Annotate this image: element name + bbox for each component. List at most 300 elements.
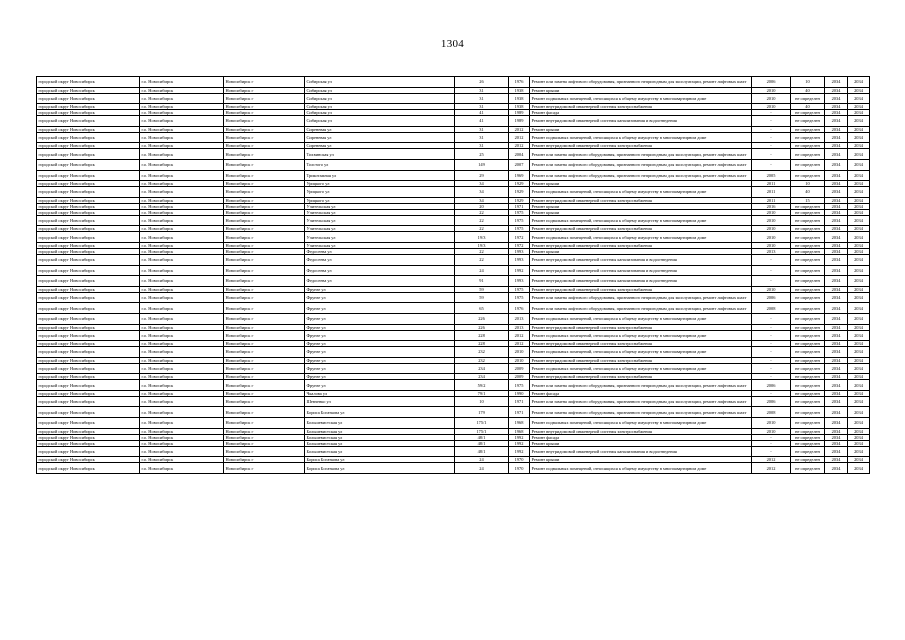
plan-end-year-cell: 2034: [848, 126, 870, 132]
settlement-cell: г.о. Новосибирск: [140, 341, 224, 347]
city-cell: Новосибирск г: [224, 347, 305, 358]
plan-end-year-cell: 2034: [848, 313, 870, 324]
plan-start-year-cell: 2034: [825, 341, 848, 347]
street-cell: Урицкого ул: [305, 181, 455, 187]
last-repair-year-cell: -: [752, 132, 791, 143]
work-type-cell: Ремонт крыши: [530, 181, 752, 187]
settlement-cell: г.о. Новосибирск: [140, 242, 224, 248]
last-repair-year-cell: -: [752, 440, 791, 446]
page-number: 1304: [440, 38, 465, 50]
plan-start-year-cell: 2034: [825, 149, 848, 160]
house-number-cell: 24: [455, 457, 509, 463]
plan-start-year-cell: 2034: [825, 226, 848, 232]
work-type-cell: Ремонт внутридомовой инженерной системы канализования и водоотведения: [530, 254, 752, 265]
house-number-cell: 10: [455, 396, 509, 407]
table-row: [37, 93, 870, 104]
house-number-cell: 22: [455, 209, 509, 215]
plan-start-year-cell: 2034: [825, 181, 848, 187]
city-cell: Новосибирск г: [224, 407, 305, 418]
plan-start-year-cell: 2034: [825, 143, 848, 149]
municipality-cell: городской округ Новосибирск: [37, 303, 140, 314]
settlement-cell: г.о. Новосибирск: [140, 324, 224, 330]
street-cell: Урицкого ул: [305, 197, 455, 203]
house-number-cell: 24: [455, 265, 509, 276]
municipality-cell: городской округ Новосибирск: [37, 203, 140, 209]
settlement-cell: г.о. Новосибирск: [140, 116, 224, 127]
house-number-cell: 149: [455, 159, 509, 170]
plan-start-year-cell: 2034: [825, 209, 848, 215]
work-type-cell: Ремонт фасада: [530, 434, 752, 440]
work-type-cell: Ремонт подвальных помещений, относящихся к общему имуществу в многоквартирном доме: [530, 187, 752, 198]
house-number-cell: 41: [455, 116, 509, 127]
settlement-cell: г.о. Новосибирск: [140, 170, 224, 181]
plan-end-year-cell: 2034: [848, 463, 870, 474]
build-year-cell: 2007: [509, 159, 530, 170]
work-type-cell: Ремонт внутридомовой инженерной системы электроснабжения: [530, 197, 752, 203]
wear-percent-cell: не определен: [791, 440, 825, 446]
build-year-cell: 2012: [509, 330, 530, 341]
settlement-cell: г.о. Новосибирск: [140, 313, 224, 324]
work-type-cell: Ремонт или замена лифтового оборудования, признанного непригодным для эксплуатации, ремонт лифтовых шахт: [530, 159, 752, 170]
house-number-cell: 31: [455, 126, 509, 132]
street-cell: Сибирская ул: [305, 93, 455, 104]
plan-start-year-cell: 2034: [825, 276, 848, 287]
plan-start-year-cell: 2034: [825, 418, 848, 429]
work-type-cell: Ремонт внутридомовой инженерной системы электроснабжения: [530, 428, 752, 434]
house-number-cell: 59/2: [455, 380, 509, 391]
plan-start-year-cell: 2034: [825, 407, 848, 418]
house-number-cell: 34: [455, 187, 509, 198]
build-year-cell: 1975: [509, 286, 530, 292]
wear-percent-cell: не определен: [791, 396, 825, 407]
table-row: [37, 330, 870, 341]
wear-percent-cell: не определен: [791, 242, 825, 248]
build-year-cell: 1992: [509, 440, 530, 446]
plan-end-year-cell: 2034: [848, 93, 870, 104]
house-number-cell: 34: [455, 197, 509, 203]
wear-percent-cell: не определен: [791, 380, 825, 391]
plan-end-year-cell: 2034: [848, 418, 870, 429]
settlement-cell: г.о. Новосибирск: [140, 93, 224, 104]
city-cell: Новосибирск г: [224, 110, 305, 116]
work-type-cell: Ремонт подвальных помещений, относящихся к общему имуществу в многоквартирном доме: [530, 363, 752, 374]
last-repair-year-cell: 2006: [752, 396, 791, 407]
plan-start-year-cell: 2034: [825, 357, 848, 363]
street-cell: Учительская ул: [305, 242, 455, 248]
build-year-cell: 2012: [509, 126, 530, 132]
settlement-cell: г.о. Новосибирск: [140, 286, 224, 292]
street-cell: Урицкого ул: [305, 187, 455, 198]
plan-end-year-cell: 2034: [848, 203, 870, 209]
plan-start-year-cell: 2034: [825, 347, 848, 358]
work-type-cell: Ремонт подвальных помещений, относящихся к общему имуществу в многоквартирном доме: [530, 330, 752, 341]
last-repair-year-cell: -: [752, 149, 791, 160]
last-repair-year-cell: 2010: [752, 209, 791, 215]
wear-percent-cell: не определен: [791, 116, 825, 127]
build-year-cell: 1938: [509, 87, 530, 93]
plan-end-year-cell: 2034: [848, 341, 870, 347]
street-cell: Фрунзе ул: [305, 363, 455, 374]
registry-table: [36, 76, 870, 474]
city-cell: Новосибирск г: [224, 203, 305, 209]
street-cell: Сибирская ул: [305, 77, 455, 88]
municipality-cell: городской округ Новосибирск: [37, 313, 140, 324]
last-repair-year-cell: -: [752, 341, 791, 347]
settlement-cell: г.о. Новосибирск: [140, 104, 224, 110]
table-row: [37, 215, 870, 226]
table-row: [37, 303, 870, 314]
municipality-cell: городской округ Новосибирск: [37, 215, 140, 226]
plan-end-year-cell: 2034: [848, 363, 870, 374]
wear-percent-cell: не определен: [791, 254, 825, 265]
city-cell: Новосибирск г: [224, 143, 305, 149]
street-cell: Фрунзе ул: [305, 324, 455, 330]
build-year-cell: 1971: [509, 407, 530, 418]
municipality-cell: городской округ Новосибирск: [37, 434, 140, 440]
settlement-cell: г.о. Новосибирск: [140, 303, 224, 314]
city-cell: Новосибирск г: [224, 418, 305, 429]
last-repair-year-cell: 2011: [752, 181, 791, 187]
plan-end-year-cell: 2034: [848, 292, 870, 303]
wear-percent-cell: не определен: [791, 324, 825, 330]
settlement-cell: г.о. Новосибирск: [140, 87, 224, 93]
plan-start-year-cell: 2034: [825, 132, 848, 143]
city-cell: Новосибирск г: [224, 87, 305, 93]
municipality-cell: городской округ Новосибирск: [37, 380, 140, 391]
municipality-cell: городской округ Новосибирск: [37, 87, 140, 93]
city-cell: Новосибирск г: [224, 132, 305, 143]
wear-percent-cell: не определен: [791, 357, 825, 363]
house-number-cell: 31: [455, 143, 509, 149]
plan-start-year-cell: 2034: [825, 265, 848, 276]
table-row: [37, 380, 870, 391]
last-repair-year-cell: -: [752, 324, 791, 330]
work-type-cell: Ремонт подвальных помещений, относящихся к общему имуществу в многоквартирном доме: [530, 347, 752, 358]
plan-end-year-cell: 2034: [848, 428, 870, 434]
last-repair-year-cell: -: [752, 254, 791, 265]
settlement-cell: г.о. Новосибирск: [140, 380, 224, 391]
plan-start-year-cell: 2034: [825, 324, 848, 330]
work-type-cell: Ремонт внутридомовой инженерной системы электроснабжения: [530, 324, 752, 330]
street-cell: Учительская ул: [305, 232, 455, 243]
build-year-cell: 1990: [509, 390, 530, 396]
build-year-cell: 1971: [509, 396, 530, 407]
city-cell: Новосибирск г: [224, 170, 305, 181]
last-repair-year-cell: -: [752, 143, 791, 149]
street-cell: Большевистская ул: [305, 440, 455, 446]
house-number-cell: 22: [455, 248, 509, 254]
last-repair-year-cell: 2011: [752, 197, 791, 203]
house-number-cell: 22: [455, 226, 509, 232]
plan-start-year-cell: 2034: [825, 87, 848, 93]
municipality-cell: городской округ Новосибирск: [37, 418, 140, 429]
table-row: [37, 187, 870, 198]
municipality-cell: городской округ Новосибирск: [37, 149, 140, 160]
plan-start-year-cell: 2034: [825, 248, 848, 254]
house-number-cell: 175/1: [455, 418, 509, 429]
build-year-cell: 1968: [509, 418, 530, 429]
wear-percent-cell: 15: [791, 197, 825, 203]
wear-percent-cell: не определен: [791, 434, 825, 440]
municipality-cell: городской округ Новосибирск: [37, 341, 140, 347]
build-year-cell: 1992: [509, 446, 530, 457]
street-cell: Фрунзе ул: [305, 380, 455, 391]
house-number-cell: 228: [455, 330, 509, 341]
last-repair-year-cell: -: [752, 313, 791, 324]
settlement-cell: г.о. Новосибирск: [140, 347, 224, 358]
work-type-cell: Ремонт внутридомовой инженерной системы электроснабжения: [530, 286, 752, 292]
municipality-cell: городской округ Новосибирск: [37, 457, 140, 463]
wear-percent-cell: не определен: [791, 132, 825, 143]
build-year-cell: 1975: [509, 215, 530, 226]
wear-percent-cell: не определен: [791, 418, 825, 429]
municipality-cell: городской округ Новосибирск: [37, 463, 140, 474]
plan-start-year-cell: 2034: [825, 463, 848, 474]
municipality-cell: городской округ Новосибирск: [37, 374, 140, 380]
wear-percent-cell: 40: [791, 187, 825, 198]
work-type-cell: Ремонт подвальных помещений, относящихся к общему имуществу в многоквартирном доме: [530, 313, 752, 324]
city-cell: Новосибирск г: [224, 303, 305, 314]
build-year-cell: 1929: [509, 181, 530, 187]
build-year-cell: 1993: [509, 254, 530, 265]
house-number-cell: 91: [455, 276, 509, 287]
settlement-cell: г.о. Новосибирск: [140, 428, 224, 434]
city-cell: Новосибирск г: [224, 254, 305, 265]
build-year-cell: 1993: [509, 276, 530, 287]
work-type-cell: Ремонт крыши: [530, 457, 752, 463]
build-year-cell: 1975: [509, 209, 530, 215]
last-repair-year-cell: -: [752, 363, 791, 374]
table-row: [37, 77, 870, 88]
municipality-cell: городской округ Новосибирск: [37, 126, 140, 132]
wear-percent-cell: не определен: [791, 463, 825, 474]
wear-percent-cell: не определен: [791, 374, 825, 380]
settlement-cell: г.о. Новосибирск: [140, 159, 224, 170]
wear-percent-cell: не определен: [791, 446, 825, 457]
plan-end-year-cell: 2034: [848, 242, 870, 248]
street-cell: Учительская ул: [305, 209, 455, 215]
street-cell: Тихвинская ул: [305, 149, 455, 160]
wear-percent-cell: не определен: [791, 407, 825, 418]
last-repair-year-cell: 2010: [752, 418, 791, 429]
municipality-cell: городской округ Новосибирск: [37, 254, 140, 265]
settlement-cell: г.о. Новосибирск: [140, 126, 224, 132]
settlement-cell: г.о. Новосибирск: [140, 77, 224, 88]
wear-percent-cell: не определен: [791, 93, 825, 104]
wear-percent-cell: не определен: [791, 170, 825, 181]
work-type-cell: Ремонт внутридомовой инженерной системы канализования и водоотведения: [530, 265, 752, 276]
settlement-cell: г.о. Новосибирск: [140, 265, 224, 276]
plan-start-year-cell: 2034: [825, 286, 848, 292]
work-type-cell: Ремонт или замена лифтового оборудования, признанного непригодным для эксплуатации, ремонт лифтовых шахт: [530, 170, 752, 181]
last-repair-year-cell: 2010: [752, 104, 791, 110]
plan-end-year-cell: 2034: [848, 232, 870, 243]
city-cell: Новосибирск г: [224, 209, 305, 215]
build-year-cell: 1989: [509, 110, 530, 116]
wear-percent-cell: не определен: [791, 265, 825, 276]
wear-percent-cell: не определен: [791, 428, 825, 434]
settlement-cell: г.о. Новосибирск: [140, 254, 224, 265]
build-year-cell: 1971: [509, 203, 530, 209]
plan-end-year-cell: 2034: [848, 104, 870, 110]
last-repair-year-cell: -: [752, 276, 791, 287]
table-row: [37, 446, 870, 457]
settlement-cell: г.о. Новосибирск: [140, 434, 224, 440]
table-body: [37, 77, 870, 474]
house-number-cell: 48/1: [455, 440, 509, 446]
wear-percent-cell: не определен: [791, 126, 825, 132]
work-type-cell: Ремонт подвальных помещений, относящихся к общему имуществу в многоквартирном доме: [530, 215, 752, 226]
wear-percent-cell: 40: [791, 87, 825, 93]
municipality-cell: городской округ Новосибирск: [37, 197, 140, 203]
work-type-cell: Ремонт внутридомовой инженерной системы канализования и водоотведения: [530, 116, 752, 127]
municipality-cell: городской округ Новосибирск: [37, 143, 140, 149]
house-number-cell: 19/3: [455, 242, 509, 248]
municipality-cell: городской округ Новосибирск: [37, 347, 140, 358]
wear-percent-cell: не определен: [791, 341, 825, 347]
last-repair-year-cell: 2010: [752, 215, 791, 226]
wear-percent-cell: не определен: [791, 363, 825, 374]
house-number-cell: 234: [455, 363, 509, 374]
build-year-cell: 1938: [509, 104, 530, 110]
house-number-cell: 31: [455, 132, 509, 143]
settlement-cell: г.о. Новосибирск: [140, 110, 224, 116]
wear-percent-cell: не определен: [791, 330, 825, 341]
work-type-cell: Ремонт фасада: [530, 390, 752, 396]
street-cell: Большевистская ул: [305, 418, 455, 429]
plan-start-year-cell: 2034: [825, 434, 848, 440]
city-cell: Новосибирск г: [224, 77, 305, 88]
plan-end-year-cell: 2034: [848, 330, 870, 341]
wear-percent-cell: не определен: [791, 286, 825, 292]
plan-end-year-cell: 2034: [848, 209, 870, 215]
settlement-cell: г.о. Новосибирск: [140, 390, 224, 396]
settlement-cell: г.о. Новосибирск: [140, 209, 224, 215]
city-cell: Новосибирск г: [224, 248, 305, 254]
wear-percent-cell: не определен: [791, 313, 825, 324]
house-number-cell: 26: [455, 77, 509, 88]
last-repair-year-cell: 2006: [752, 380, 791, 391]
plan-end-year-cell: 2034: [848, 254, 870, 265]
work-type-cell: Ремонт крыши: [530, 87, 752, 93]
wear-percent-cell: 10: [791, 181, 825, 187]
city-cell: Новосибирск г: [224, 357, 305, 363]
plan-end-year-cell: 2034: [848, 181, 870, 187]
last-repair-year-cell: -: [752, 374, 791, 380]
street-cell: Учительская ул: [305, 203, 455, 209]
table-row: [37, 132, 870, 143]
plan-start-year-cell: 2034: [825, 330, 848, 341]
house-number-cell: 226: [455, 324, 509, 330]
settlement-cell: г.о. Новосибирск: [140, 463, 224, 474]
last-repair-year-cell: 2013: [752, 248, 791, 254]
plan-end-year-cell: 2034: [848, 265, 870, 276]
build-year-cell: 1976: [509, 77, 530, 88]
street-cell: Федосеева ул: [305, 248, 455, 254]
street-cell: Фрунзе ул: [305, 292, 455, 303]
house-number-cell: 19/3: [455, 232, 509, 243]
house-number-cell: 25: [455, 149, 509, 160]
plan-end-year-cell: 2034: [848, 396, 870, 407]
settlement-cell: г.о. Новосибирск: [140, 226, 224, 232]
house-number-cell: 20: [455, 203, 509, 209]
city-cell: Новосибирск г: [224, 181, 305, 187]
last-repair-year-cell: -: [752, 390, 791, 396]
house-number-cell: 226: [455, 313, 509, 324]
settlement-cell: г.о. Новосибирск: [140, 396, 224, 407]
street-cell: Федосеева ул: [305, 276, 455, 287]
city-cell: Новосибирск г: [224, 116, 305, 127]
municipality-cell: городской округ Новосибирск: [37, 209, 140, 215]
settlement-cell: г.о. Новосибирск: [140, 181, 224, 187]
municipality-cell: городской округ Новосибирск: [37, 132, 140, 143]
plan-start-year-cell: 2034: [825, 159, 848, 170]
street-cell: Фрунзе ул: [305, 341, 455, 347]
last-repair-year-cell: 2008: [752, 407, 791, 418]
city-cell: Новосибирск г: [224, 226, 305, 232]
work-type-cell: Ремонт подвальных помещений, относящихся к общему имуществу в многоквартирном доме: [530, 132, 752, 143]
build-year-cell: 1992: [509, 434, 530, 440]
build-year-cell: 1929: [509, 187, 530, 198]
municipality-cell: городской округ Новосибирск: [37, 357, 140, 363]
last-repair-year-cell: 2010: [752, 242, 791, 248]
plan-end-year-cell: 2034: [848, 374, 870, 380]
build-year-cell: 2012: [509, 132, 530, 143]
city-cell: Новосибирск г: [224, 363, 305, 374]
plan-end-year-cell: 2034: [848, 407, 870, 418]
plan-start-year-cell: 2034: [825, 110, 848, 116]
build-year-cell: 2012: [509, 341, 530, 347]
municipality-cell: городской округ Новосибирск: [37, 286, 140, 292]
wear-percent-cell: не определен: [791, 209, 825, 215]
house-number-cell: 31: [455, 104, 509, 110]
settlement-cell: г.о. Новосибирск: [140, 149, 224, 160]
street-cell: Фрунзе ул: [305, 286, 455, 292]
city-cell: Новосибирск г: [224, 126, 305, 132]
settlement-cell: г.о. Новосибирск: [140, 248, 224, 254]
city-cell: Новосибирск г: [224, 313, 305, 324]
settlement-cell: г.о. Новосибирск: [140, 363, 224, 374]
municipality-cell: городской округ Новосибирск: [37, 232, 140, 243]
work-type-cell: Ремонт или замена лифтового оборудования, признанного непригодным для эксплуатации, ремонт лифтовых шахт: [530, 396, 752, 407]
build-year-cell: 1992: [509, 265, 530, 276]
last-repair-year-cell: -: [752, 434, 791, 440]
last-repair-year-cell: 2011: [752, 187, 791, 198]
build-year-cell: 1975: [509, 380, 530, 391]
table-row: [37, 159, 870, 170]
plan-end-year-cell: 2034: [848, 446, 870, 457]
work-type-cell: Ремонт внутридомовой инженерной системы электроснабжения: [530, 104, 752, 110]
build-year-cell: 1975: [509, 292, 530, 303]
plan-end-year-cell: 2034: [848, 87, 870, 93]
plan-end-year-cell: 2034: [848, 132, 870, 143]
city-cell: Новосибирск г: [224, 440, 305, 446]
wear-percent-cell: не определен: [791, 347, 825, 358]
plan-start-year-cell: 2034: [825, 374, 848, 380]
build-year-cell: 1972: [509, 232, 530, 243]
plan-start-year-cell: 2034: [825, 93, 848, 104]
municipality-cell: городской округ Новосибирск: [37, 93, 140, 104]
city-cell: Новосибирск г: [224, 324, 305, 330]
build-year-cell: 1972: [509, 242, 530, 248]
build-year-cell: 2004: [509, 149, 530, 160]
wear-percent-cell: не определен: [791, 276, 825, 287]
work-type-cell: Ремонт или замена лифтового оборудования, признанного непригодным для эксплуатации, ремонт лифтовых шахт: [530, 149, 752, 160]
municipality-cell: городской округ Новосибирск: [37, 248, 140, 254]
house-number-cell: 34: [455, 181, 509, 187]
city-cell: Новосибирск г: [224, 149, 305, 160]
settlement-cell: г.о. Новосибирск: [140, 232, 224, 243]
